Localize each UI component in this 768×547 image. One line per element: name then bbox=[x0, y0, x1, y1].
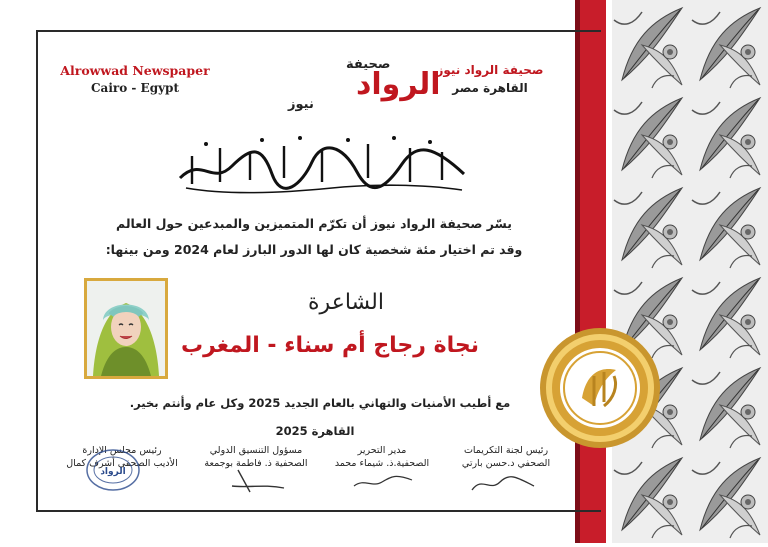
gold-seal-art bbox=[538, 326, 662, 450]
signature-name: الصحفية ذ. فاطمة بوجمعة bbox=[204, 458, 308, 469]
stamp-text: الرواد bbox=[100, 467, 126, 477]
honoree-name: نجاة رجاج أم سناء - المغرب bbox=[181, 333, 479, 358]
calligraphy-text: تكريم المتميزين والمبدعين bbox=[316, 196, 328, 197]
honoree-title: الشاعرة bbox=[308, 290, 384, 315]
logo-art bbox=[246, 54, 441, 112]
newspaper-city-arabic: القاهرة مصر bbox=[452, 81, 528, 95]
signature-scribble-1 bbox=[468, 472, 538, 496]
logo-main-word: الرواد bbox=[356, 67, 441, 102]
signature-scribble-3 bbox=[228, 466, 288, 496]
intro-line-1: يسّر صحيفة الرواد نيوز أن تكرّم المتميزين والمبدعين حول العالم bbox=[116, 216, 512, 231]
new-year-wishes: مع أطيب الأمنيات والتهاني بالعام الجديد 2025 وكل عام وأنتم بخير. bbox=[129, 396, 511, 410]
stamp-icon bbox=[78, 436, 148, 496]
signature-role: رئيس مجلس الإدارة bbox=[82, 445, 162, 456]
ribbon-edge bbox=[606, 0, 610, 543]
floral-pattern-panel bbox=[612, 0, 768, 543]
signature-role: مدير التحرير bbox=[357, 445, 407, 456]
signature-name: الصحفية.ذ. شيماء محمد bbox=[334, 458, 430, 469]
honoree-photo bbox=[84, 278, 168, 379]
newspaper-name-english: Alrowwad Newspaper bbox=[60, 63, 210, 78]
newspaper-city-english: Cairo - Egypt bbox=[91, 81, 179, 95]
newspaper-name-arabic: صحيفة الرواد نيوز bbox=[436, 63, 544, 77]
signature-scribble-2 bbox=[348, 470, 418, 494]
signature-block-2 bbox=[320, 444, 444, 470]
logo-top-word: صحيفة bbox=[346, 57, 391, 72]
signature-name: الأديب الصحفي أشرف كمال bbox=[66, 458, 178, 469]
signature-role: رئيس لجنة التكريمات bbox=[463, 445, 549, 456]
intro-line-2: وقد تم اختيار مئة شخصية كان لها الدور البارز لعام 2024 ومن بينها: bbox=[105, 242, 523, 257]
portrait-art bbox=[87, 281, 165, 376]
calligraphy-art bbox=[172, 126, 472, 198]
frame-top-line bbox=[36, 30, 601, 32]
floral-pattern-art bbox=[612, 0, 768, 543]
calligraphy-headline bbox=[172, 126, 472, 198]
signature-role: مسؤول التنسيق الدولي bbox=[209, 445, 303, 456]
frame-left-line bbox=[36, 30, 38, 512]
newspaper-logo bbox=[246, 54, 441, 112]
frame-bottom-line bbox=[36, 510, 601, 512]
logo-bottom-word: نيوز bbox=[288, 97, 314, 112]
gold-seal bbox=[538, 326, 662, 450]
signature-name: الصحفي د.حسن بارتي bbox=[461, 458, 551, 469]
place-and-date: القاهرة 2025 bbox=[275, 424, 355, 438]
